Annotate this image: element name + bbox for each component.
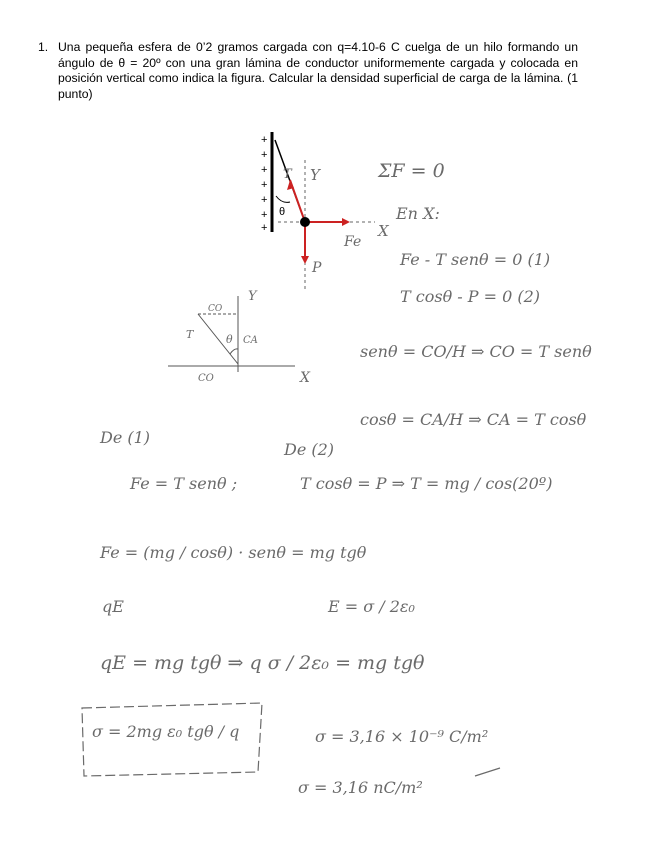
eq-sum-forces: ΣF = 0 xyxy=(378,160,445,182)
triangle-bottom-label: CO xyxy=(198,373,214,384)
triangle-side-label: CA xyxy=(243,335,258,346)
force-e-label: Fe xyxy=(344,234,362,250)
weight-arrowhead xyxy=(301,256,309,264)
triangle-y-label: Y xyxy=(248,289,257,304)
axis-x-label: X xyxy=(378,222,389,240)
result-sigma-nc: σ = 3,16 nC/m² xyxy=(298,778,423,797)
triangle-x-label: X xyxy=(300,370,310,386)
de-1: De (1) xyxy=(100,428,151,447)
eq-cos: cosθ = CA/H ⇒ CA = T cosθ xyxy=(360,410,587,429)
eq-e-field: E = σ / 2ε₀ xyxy=(328,597,415,616)
plate-sign: + xyxy=(261,194,268,206)
angle-arc xyxy=(276,196,290,202)
eq-qe-tg: qE = mg tgθ ⇒ q σ / 2ε₀ = mg tgθ xyxy=(100,652,425,674)
tension-label: T xyxy=(283,167,292,182)
plate-sign: + xyxy=(261,134,268,146)
problem-number: 1. xyxy=(38,40,49,54)
eq-fe-tg: Fe = (mg / cosθ) · senθ = mg tgθ xyxy=(100,543,367,562)
problem-text: Una pequeña esfera de 0’2 gramos cargada con q=4.10-6 C cuelga de un hilo formando un ángulo de θ = 20º con una gran lámina de conductor uniformemente cargada y colocada en posición vertical como indica la figura. Calcular la densidad superficial de carga de la lámina. (1 punto) xyxy=(58,40,578,101)
eq-qe: qE xyxy=(102,597,124,616)
plate-sign: + xyxy=(261,179,268,191)
plate-sign: + xyxy=(261,209,268,221)
triangle-labels xyxy=(186,289,311,386)
result-underline xyxy=(475,768,500,776)
triangle-theta-label: θ xyxy=(226,333,233,346)
plate-sign: + xyxy=(261,222,268,234)
plate-sign: + xyxy=(261,149,268,161)
plate-sign: + xyxy=(261,164,268,176)
de-2: De (2) xyxy=(284,440,335,459)
plate-signs xyxy=(261,134,267,234)
triangle-hyp-label: T xyxy=(186,328,194,341)
sphere xyxy=(300,217,310,227)
weight-label: P xyxy=(312,260,322,276)
electric-force-arrowhead xyxy=(342,218,350,226)
eq-fe: Fe = T senθ ; xyxy=(130,474,238,493)
axis-y-label: Y xyxy=(310,166,320,184)
theta-label: θ xyxy=(279,206,286,218)
result-sigma-sci: σ = 3,16 × 10⁻⁹ C/m² xyxy=(315,727,489,746)
eq-boxed-sigma: σ = 2mg ε₀ tgθ / q xyxy=(92,722,240,741)
triangle-top-label: CO xyxy=(208,304,223,314)
eq-sen: senθ = CO/H ⇒ CO = T senθ xyxy=(360,342,592,361)
triangle-angle-arc xyxy=(230,349,238,354)
eq-1: Fe - T senθ = 0 (1) xyxy=(400,250,551,269)
eq-2: T cosθ - P = 0 (2) xyxy=(400,287,541,306)
eq-t: T cosθ = P ⇒ T = mg / cos(20º) xyxy=(300,474,553,493)
eq-en-x: En X: xyxy=(396,204,440,223)
